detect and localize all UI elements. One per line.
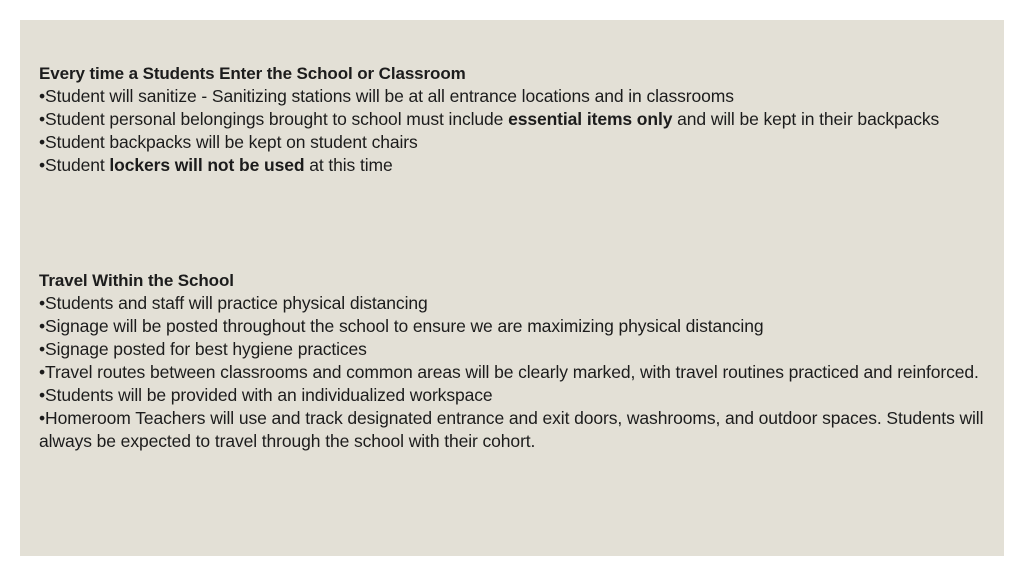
bullet-item: •Homeroom Teachers will use and track designated entrance and exit doors, washrooms, and outdoor spaces. Students will always be expected to travel through the school with their cohort.	[39, 408, 984, 451]
slide	[20, 20, 1004, 556]
bullet-text: at this time	[304, 155, 393, 175]
bullet-item: •Signage posted for best hygiene practices	[39, 339, 367, 359]
bullet-item: •Signage will be posted throughout the school to ensure we are maximizing physical distancing	[39, 316, 764, 336]
bullet-emphasis: essential items only	[508, 109, 673, 129]
travel-section	[39, 269, 989, 453]
bullet-item: •Students and staff will practice physical distancing	[39, 293, 428, 313]
bullet-text: •Student	[39, 155, 110, 175]
section-heading: Travel Within the School	[39, 271, 234, 290]
bullet-item: •Students will be provided with an individualized workspace	[39, 385, 493, 405]
bullet-item: •Travel routes between classrooms and common areas will be clearly marked, with travel routines practiced and reinforced.	[39, 362, 979, 382]
bullet-item: •Student will sanitize - Sanitizing stations will be at all entrance locations and in classrooms	[39, 86, 734, 106]
bullet-item	[39, 108, 989, 131]
bullet-emphasis: lockers will not be used	[109, 155, 305, 175]
bullet-text: and will be kept in their backpacks	[672, 109, 940, 129]
entry-procedures-section	[39, 62, 989, 177]
bullet-item: •Student backpacks will be kept on student chairs	[39, 132, 418, 152]
bullet-text: •Student personal belongings brought to school must include	[39, 109, 509, 129]
section-heading: Every time a Students Enter the School or Classroom	[39, 64, 466, 83]
bullet-item	[39, 154, 989, 177]
